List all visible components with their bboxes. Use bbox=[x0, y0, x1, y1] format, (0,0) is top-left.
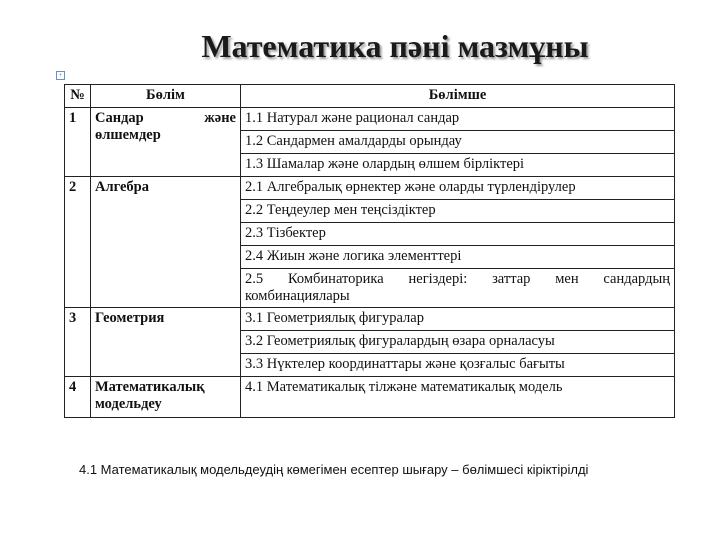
row-subsection: 1.1 Натурал және рационал сандар bbox=[241, 108, 675, 131]
row-subsection: 4.1 Математикалық тілжәне математикалық модель bbox=[241, 377, 675, 418]
table-row bbox=[65, 108, 675, 131]
row-subsection: 2.5 Комбинаторика негіздері: заттар мен сандардың комбинациялары bbox=[241, 269, 675, 308]
content-table bbox=[64, 84, 675, 418]
row-subsection: 1.3 Шамалар және олардың өлшем бірліктері bbox=[241, 154, 675, 177]
table-row bbox=[65, 377, 675, 418]
row-section: Математикалық модельдеу bbox=[91, 377, 241, 418]
table-row bbox=[65, 177, 675, 200]
table-row bbox=[65, 308, 675, 331]
row-subsection: 3.1 Геометриялық фигуралар bbox=[241, 308, 675, 331]
row-section: Алгебра bbox=[91, 177, 241, 308]
row-subsection: 2.1 Алгебралық өрнектер және оларды түрлендірулер bbox=[241, 177, 675, 200]
row-section: Сандар және өлшемдер bbox=[91, 108, 241, 177]
row-subsection: 2.2 Теңдеулер мен теңсіздіктер bbox=[241, 200, 675, 223]
table-anchor-icon[interactable]: + bbox=[56, 71, 65, 80]
row-subsection: 2.4 Жиын және логика элементтері bbox=[241, 246, 675, 269]
footnote-text: 4.1 Математикалық модельдеудің көмегімен есептер шығару – бөлімшесі кіріктірілді bbox=[79, 462, 589, 477]
row-subsection: 3.2 Геометриялық фигуралардың өзара орналасуы bbox=[241, 331, 675, 354]
row-num: 3 bbox=[65, 308, 91, 377]
row-section: Геометрия bbox=[91, 308, 241, 377]
row-num: 1 bbox=[65, 108, 91, 177]
row-subsection: 1.2 Сандармен амалдарды орындау bbox=[241, 131, 675, 154]
row-subsection: 3.3 Нүктелер координаттары және қозғалыс бағыты bbox=[241, 354, 675, 377]
table-header-row bbox=[65, 85, 675, 108]
row-num: 4 bbox=[65, 377, 91, 418]
header-section: Бөлім bbox=[91, 85, 241, 108]
row-subsection: 2.3 Тізбектер bbox=[241, 223, 675, 246]
row-num: 2 bbox=[65, 177, 91, 308]
header-subsection: Бөлімше bbox=[241, 85, 675, 108]
header-num: № bbox=[65, 85, 91, 108]
slide-title: Математика пәні мазмұны bbox=[201, 28, 589, 64]
